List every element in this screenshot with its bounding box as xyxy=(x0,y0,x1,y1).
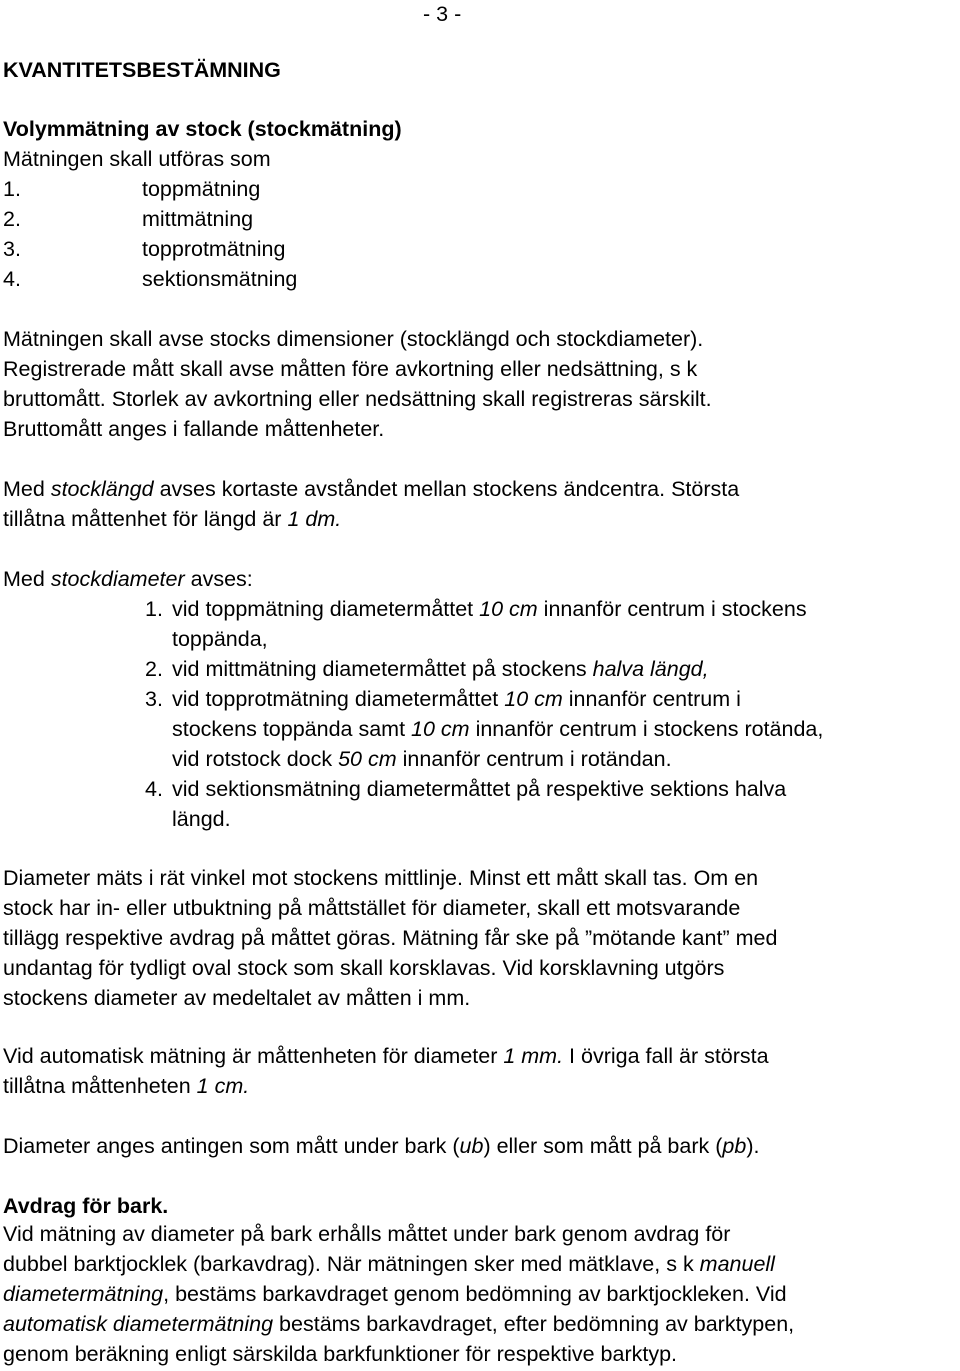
para-measure-line: stockens diameter av medeltalet av måtten i mm. xyxy=(3,986,471,1010)
para-length-line: Med stocklängd avses kortaste avståndet mellan stockens ändcentra. Största xyxy=(3,477,740,501)
para-measure-line: undantag för tydligt oval stock som skall korsklavas. Vid korsklavning utgörs xyxy=(3,956,725,980)
page-number: - 3 - xyxy=(423,2,462,26)
para-unit-line: tillåtna måttenheten 1 cm. xyxy=(3,1074,250,1098)
main-heading: KVANTITETSBESTÄMNING xyxy=(3,58,281,82)
list-item-continuation: vid rotstock dock 50 cm innanför centrum i rotändan. xyxy=(172,747,672,771)
list-item-continuation: längd. xyxy=(172,807,231,831)
para-bark-line: Vid mätning av diameter på bark erhålls måttet under bark genom avdrag för xyxy=(3,1222,731,1246)
para-bark-line: diametermätning, bestäms barkavdraget genom bedömning av barktjockleken. Vid xyxy=(3,1282,787,1306)
diameter-intro: Med stockdiameter avses: xyxy=(3,567,253,591)
list-item-continuation: toppända, xyxy=(172,627,268,651)
para-unit-line: Vid automatisk mätning är måttenheten för diameter 1 mm. I övriga fall är största xyxy=(3,1044,769,1068)
para-measure-line: tillägg respektive avdrag på måttet göras. Mätning får ske på ”mötande kant” med xyxy=(3,926,778,950)
para-measure-line: stock har in- eller utbuktning på måttstället för diameter, skall ett motsvarande xyxy=(3,896,741,920)
para-dimensions-line: Registrerade mått skall avse måtten före avkortning eller nedsättning, s k xyxy=(3,357,698,381)
para-bark-line: dubbel barktjocklek (barkavdrag). När mätningen sker med mätklave, s k manuell xyxy=(3,1252,775,1276)
section-intro: Mätningen skall utföras som xyxy=(3,147,271,171)
para-dimensions-line: Mätningen skall avse stocks dimensioner (stocklängd och stockdiameter). xyxy=(3,327,704,351)
para-bark-line: genom beräkning enligt särskilda barkfunktioner för respektive barktyp. xyxy=(3,1342,678,1366)
para-bark-line: automatisk diametermätning bestäms barkavdraget, efter bedömning av barktypen, xyxy=(3,1312,795,1336)
section-title-volume: Volymmätning av stock (stockmätning) xyxy=(3,117,402,141)
para-measure-line: Diameter mäts i rät vinkel mot stockens mittlinje. Minst ett mått skall tas. Om en xyxy=(3,866,759,890)
para-bark-notation: Diameter anges antingen som mått under bark (ub) eller som mått på bark (pb). xyxy=(3,1134,760,1158)
list-item-continuation: stockens toppända samt 10 cm innanför centrum i stockens rotända, xyxy=(172,717,824,741)
section-title-bark: Avdrag för bark. xyxy=(3,1194,169,1218)
para-dimensions-line: Bruttomått anges i fallande måttenheter. xyxy=(3,417,385,441)
para-length-line: tillåtna måttenhet för längd är 1 dm. xyxy=(3,507,342,531)
para-dimensions-line: bruttomått. Storlek av avkortning eller nedsättning skall registreras särskilt. xyxy=(3,387,712,411)
